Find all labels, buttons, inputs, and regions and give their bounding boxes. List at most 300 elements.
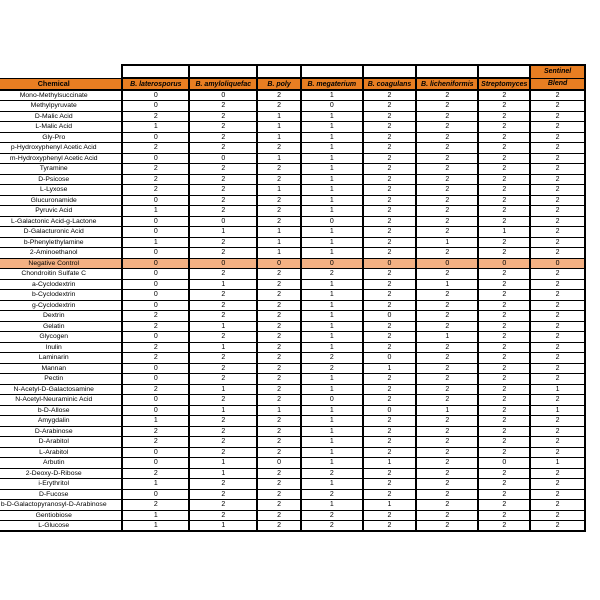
value-cell: 1	[416, 237, 478, 248]
value-cell: 2	[530, 185, 585, 196]
value-cell: 2	[416, 122, 478, 133]
value-cell: 1	[189, 458, 257, 469]
value-cell: 2	[257, 395, 300, 406]
value-cell: 0	[530, 258, 585, 269]
value-cell: 0	[122, 227, 189, 238]
value-cell: 2	[363, 332, 416, 343]
value-cell: 1	[416, 332, 478, 343]
chemical-name-cell: Mono-Methylsuccinate	[0, 90, 122, 101]
value-cell: 2	[416, 227, 478, 238]
table-row	[0, 311, 585, 322]
value-cell: 2	[363, 237, 416, 248]
value-cell: 2	[478, 353, 530, 364]
table-row	[0, 111, 585, 122]
value-cell: 0	[122, 90, 189, 101]
value-cell: 0	[122, 447, 189, 458]
value-cell: 2	[478, 153, 530, 164]
value-cell: 1	[301, 237, 363, 248]
table-row	[0, 237, 585, 248]
value-cell: 2	[257, 279, 300, 290]
value-cell: 2	[478, 479, 530, 490]
value-cell: 2	[257, 311, 300, 322]
chemical-name-cell: 2-Aminoethanol	[0, 248, 122, 259]
value-cell: 2	[363, 395, 416, 406]
value-cell: 2	[189, 447, 257, 458]
value-cell: 2	[363, 290, 416, 301]
value-cell: 2	[416, 384, 478, 395]
value-cell: 2	[530, 489, 585, 500]
value-cell: 1	[301, 185, 363, 196]
chemical-sensitivity-table	[0, 64, 586, 532]
value-cell: 2	[189, 164, 257, 175]
value-cell: 2	[478, 437, 530, 448]
value-cell: 2	[478, 447, 530, 458]
value-cell: 2	[257, 426, 300, 437]
value-cell: 2	[189, 248, 257, 259]
value-cell: 1	[257, 132, 300, 143]
value-cell: 1	[301, 153, 363, 164]
table-row	[0, 248, 585, 259]
chemical-name-cell: b-D-Galactopyranosyl-D-Arabinose	[0, 500, 122, 511]
value-cell: 1	[301, 332, 363, 343]
value-cell: 2	[189, 101, 257, 112]
value-cell: 2	[478, 195, 530, 206]
value-cell: 0	[122, 195, 189, 206]
value-cell: 1	[122, 479, 189, 490]
column-header-row	[0, 78, 585, 90]
value-cell: 2	[257, 290, 300, 301]
value-cell: 2	[363, 227, 416, 238]
value-cell: 2	[530, 111, 585, 122]
value-cell: 2	[416, 500, 478, 511]
value-cell: 2	[478, 90, 530, 101]
value-cell: 2	[189, 195, 257, 206]
chemical-name-cell: L-Glucose	[0, 521, 122, 532]
value-cell: 2	[530, 164, 585, 175]
value-cell: 1	[416, 405, 478, 416]
value-cell: 2	[301, 353, 363, 364]
value-cell: 1	[301, 143, 363, 154]
value-cell: 1	[301, 248, 363, 259]
value-cell: 2	[301, 363, 363, 374]
value-cell: 2	[189, 479, 257, 490]
table-row	[0, 206, 585, 217]
top-empty-cell	[122, 65, 189, 78]
value-cell: 1	[301, 164, 363, 175]
value-cell: 2	[363, 132, 416, 143]
value-cell: 2	[530, 206, 585, 217]
value-cell: 1	[301, 500, 363, 511]
value-cell: 2	[530, 237, 585, 248]
value-cell: 2	[363, 195, 416, 206]
value-cell: 2	[257, 143, 300, 154]
value-cell: 1	[301, 342, 363, 353]
value-cell: 0	[122, 132, 189, 143]
value-cell: 2	[416, 510, 478, 521]
chemical-name-cell: L-Arabitol	[0, 447, 122, 458]
table-row	[0, 321, 585, 332]
value-cell: 2	[363, 321, 416, 332]
chemical-name-cell: Inulin	[0, 342, 122, 353]
value-cell: 2	[257, 216, 300, 227]
column-header-sentinel-blend: Blend	[530, 78, 585, 90]
value-cell: 1	[301, 405, 363, 416]
value-cell: 2	[416, 153, 478, 164]
value-cell: 2	[363, 479, 416, 490]
value-cell: 0	[122, 332, 189, 343]
chemical-name-cell: L-Malic Acid	[0, 122, 122, 133]
value-cell: 2	[416, 90, 478, 101]
column-header-species: B. laterosporus	[122, 78, 189, 90]
value-cell: 2	[478, 363, 530, 374]
value-cell: 2	[122, 164, 189, 175]
value-cell: 2	[530, 437, 585, 448]
chemical-name-cell: p-Hydroxyphenyl Acetic Acid	[0, 143, 122, 154]
chemical-name-cell: Chondroitin Sulfate C	[0, 269, 122, 280]
value-cell: 2	[122, 342, 189, 353]
value-cell: 0	[301, 216, 363, 227]
value-cell: 2	[363, 153, 416, 164]
value-cell: 2	[189, 374, 257, 385]
table-row	[0, 300, 585, 311]
value-cell: 2	[416, 185, 478, 196]
value-cell: 2	[478, 374, 530, 385]
value-cell: 2	[257, 468, 300, 479]
table-row	[0, 426, 585, 437]
value-cell: 2	[530, 468, 585, 479]
value-cell: 2	[257, 479, 300, 490]
value-cell: 2	[363, 216, 416, 227]
table-row	[0, 353, 585, 364]
value-cell: 2	[416, 132, 478, 143]
column-header-chemical: Chemical	[0, 78, 122, 90]
value-cell: 2	[363, 248, 416, 259]
value-cell: 2	[363, 174, 416, 185]
table-row	[0, 132, 585, 143]
value-cell: 1	[301, 384, 363, 395]
value-cell: 1	[301, 290, 363, 301]
value-cell: 2	[530, 279, 585, 290]
chemical-name-cell: D-Galacturonic Acid	[0, 227, 122, 238]
table-row	[0, 143, 585, 154]
value-cell: 1	[189, 405, 257, 416]
value-cell: 2	[478, 405, 530, 416]
value-cell: 2	[257, 101, 300, 112]
value-cell: 2	[416, 458, 478, 469]
value-cell: 2	[122, 311, 189, 322]
value-cell: 1	[257, 185, 300, 196]
value-cell: 2	[363, 426, 416, 437]
chemical-name-cell: b-Phenylethylamine	[0, 237, 122, 248]
value-cell: 2	[189, 111, 257, 122]
value-cell: 1	[257, 405, 300, 416]
value-cell: 2	[478, 290, 530, 301]
value-cell: 1	[530, 458, 585, 469]
value-cell: 1	[301, 426, 363, 437]
value-cell: 1	[122, 521, 189, 532]
value-cell: 2	[530, 174, 585, 185]
value-cell: 1	[478, 227, 530, 238]
table-header	[0, 65, 585, 90]
chemical-name-cell: Amygdalin	[0, 416, 122, 427]
value-cell: 2	[478, 416, 530, 427]
value-cell: 2	[478, 185, 530, 196]
value-cell: 1	[301, 132, 363, 143]
value-cell: 2	[530, 90, 585, 101]
chemical-name-cell: Methylpyruvate	[0, 101, 122, 112]
value-cell: 2	[478, 132, 530, 143]
value-cell: 2	[122, 185, 189, 196]
value-cell: 2	[530, 521, 585, 532]
value-cell: 2	[416, 363, 478, 374]
table-row	[0, 290, 585, 301]
value-cell: 2	[363, 447, 416, 458]
chemical-name-cell: N-Acetyl-Neuraminic Acid	[0, 395, 122, 406]
value-cell: 0	[122, 300, 189, 311]
chemical-name-cell: N-Acetyl-D-Galactosamine	[0, 384, 122, 395]
value-cell: 1	[301, 300, 363, 311]
value-cell: 2	[530, 447, 585, 458]
value-cell: 1	[257, 153, 300, 164]
value-cell: 2	[257, 489, 300, 500]
value-cell: 1	[363, 500, 416, 511]
value-cell: 2	[530, 321, 585, 332]
value-cell: 2	[478, 342, 530, 353]
chemical-name-cell: b-D-Allose	[0, 405, 122, 416]
value-cell: 2	[478, 395, 530, 406]
value-cell: 1	[189, 342, 257, 353]
value-cell: 2	[530, 269, 585, 280]
value-cell: 2	[257, 164, 300, 175]
chemical-name-cell: D-Fucose	[0, 489, 122, 500]
value-cell: 1	[122, 510, 189, 521]
value-cell: 2	[363, 416, 416, 427]
table-row	[0, 395, 585, 406]
chemical-name-cell: g-Cyclodextrin	[0, 300, 122, 311]
value-cell: 2	[363, 342, 416, 353]
table-row	[0, 227, 585, 238]
value-cell: 2	[416, 290, 478, 301]
value-cell: 0	[122, 153, 189, 164]
value-cell: 2	[363, 90, 416, 101]
value-cell: 2	[478, 500, 530, 511]
value-cell: 0	[301, 395, 363, 406]
value-cell: 2	[257, 447, 300, 458]
value-cell: 0	[122, 279, 189, 290]
chemical-name-cell: Glycogen	[0, 332, 122, 343]
table-row	[0, 384, 585, 395]
table-row	[0, 489, 585, 500]
value-cell: 2	[257, 437, 300, 448]
value-cell: 1	[301, 479, 363, 490]
table-row	[0, 153, 585, 164]
value-cell: 2	[530, 195, 585, 206]
value-cell: 2	[122, 174, 189, 185]
value-cell: 0	[122, 458, 189, 469]
value-cell: 0	[478, 258, 530, 269]
value-cell: 1	[363, 458, 416, 469]
value-cell: 2	[189, 395, 257, 406]
value-cell: 1	[122, 416, 189, 427]
value-cell: 2	[478, 164, 530, 175]
value-cell: 2	[257, 195, 300, 206]
value-cell: 2	[363, 164, 416, 175]
value-cell: 2	[530, 500, 585, 511]
value-cell: 2	[416, 416, 478, 427]
chemical-name-cell: Tyramine	[0, 164, 122, 175]
value-cell: 2	[122, 321, 189, 332]
value-cell: 1	[189, 279, 257, 290]
value-cell: 2	[478, 269, 530, 280]
value-cell: 1	[122, 122, 189, 133]
value-cell: 2	[257, 363, 300, 374]
value-cell: 2	[416, 206, 478, 217]
value-cell: 2	[478, 206, 530, 217]
table-body	[0, 90, 585, 531]
value-cell: 2	[189, 353, 257, 364]
value-cell: 2	[122, 426, 189, 437]
value-cell: 0	[122, 489, 189, 500]
value-cell: 2	[530, 227, 585, 238]
value-cell: 1	[301, 311, 363, 322]
value-cell: 2	[301, 269, 363, 280]
table-row	[0, 374, 585, 385]
value-cell: 2	[530, 216, 585, 227]
value-cell: 2	[122, 468, 189, 479]
column-header-species: B. poly	[257, 78, 300, 90]
value-cell: 2	[478, 521, 530, 532]
value-cell: 2	[189, 363, 257, 374]
value-cell: 2	[189, 416, 257, 427]
value-cell: 1	[189, 468, 257, 479]
value-cell: 2	[189, 174, 257, 185]
chemical-name-cell: D-Arabinose	[0, 426, 122, 437]
top-row	[0, 65, 585, 78]
value-cell: 2	[530, 290, 585, 301]
value-cell: 1	[416, 279, 478, 290]
value-cell: 2	[189, 426, 257, 437]
value-cell: 2	[416, 269, 478, 280]
value-cell: 1	[301, 374, 363, 385]
table-row	[0, 101, 585, 112]
table-row	[0, 342, 585, 353]
value-cell: 2	[257, 353, 300, 364]
table-row	[0, 279, 585, 290]
value-cell: 2	[301, 510, 363, 521]
table-row	[0, 500, 585, 511]
value-cell: 2	[416, 479, 478, 490]
value-cell: 2	[530, 353, 585, 364]
chemical-name-cell: Dextrin	[0, 311, 122, 322]
value-cell: 1	[301, 174, 363, 185]
chemical-name-cell: a-Cyclodextrin	[0, 279, 122, 290]
chemical-name-cell: Gentiobiose	[0, 510, 122, 521]
value-cell: 0	[257, 258, 300, 269]
value-cell: 2	[189, 489, 257, 500]
value-cell: 1	[122, 206, 189, 217]
value-cell: 2	[257, 342, 300, 353]
value-cell: 2	[189, 185, 257, 196]
value-cell: 2	[530, 248, 585, 259]
chemical-name-cell: D-Psicose	[0, 174, 122, 185]
value-cell: 2	[363, 279, 416, 290]
value-cell: 1	[257, 227, 300, 238]
sentinel-top-cell: Sentinel	[530, 65, 585, 78]
top-empty-cell	[189, 65, 257, 78]
value-cell: 2	[363, 521, 416, 532]
value-cell: 1	[189, 227, 257, 238]
chemical-name-cell: Negative Control	[0, 258, 122, 269]
chemical-name-cell: D-Malic Acid	[0, 111, 122, 122]
value-cell: 2	[416, 426, 478, 437]
value-cell: 2	[122, 111, 189, 122]
value-cell: 2	[478, 468, 530, 479]
value-cell: 2	[530, 510, 585, 521]
value-cell: 1	[257, 122, 300, 133]
table-row	[0, 437, 585, 448]
table-row	[0, 447, 585, 458]
value-cell: 2	[363, 468, 416, 479]
value-cell: 2	[189, 437, 257, 448]
value-cell: 1	[301, 122, 363, 133]
value-cell: 2	[530, 426, 585, 437]
table-row	[0, 521, 585, 532]
value-cell: 2	[416, 164, 478, 175]
table-row	[0, 90, 585, 101]
value-cell: 0	[122, 374, 189, 385]
value-cell: 2	[257, 90, 300, 101]
value-cell: 2	[416, 342, 478, 353]
table-row	[0, 195, 585, 206]
value-cell: 2	[478, 384, 530, 395]
chemical-name-cell: L-Galactonic Acid-g-Lactone	[0, 216, 122, 227]
value-cell: 2	[478, 510, 530, 521]
value-cell: 0	[122, 258, 189, 269]
value-cell: 2	[530, 132, 585, 143]
value-cell: 2	[478, 489, 530, 500]
value-cell: 2	[363, 206, 416, 217]
value-cell: 0	[122, 248, 189, 259]
value-cell: 2	[363, 122, 416, 133]
value-cell: 2	[189, 300, 257, 311]
value-cell: 0	[301, 258, 363, 269]
value-cell: 2	[416, 311, 478, 322]
value-cell: 2	[189, 311, 257, 322]
column-header-species: B. licheniformis	[416, 78, 478, 90]
value-cell: 2	[530, 332, 585, 343]
value-cell: 1	[122, 237, 189, 248]
top-empty-cell	[257, 65, 300, 78]
value-cell: 2	[416, 143, 478, 154]
value-cell: 2	[530, 122, 585, 133]
value-cell: 0	[189, 90, 257, 101]
value-cell: 1	[363, 363, 416, 374]
column-header-species: B. megaterium	[301, 78, 363, 90]
value-cell: 2	[189, 500, 257, 511]
value-cell: 2	[478, 248, 530, 259]
value-cell: 0	[122, 269, 189, 280]
value-cell: 2	[301, 489, 363, 500]
value-cell: 2	[189, 237, 257, 248]
value-cell: 0	[363, 258, 416, 269]
value-cell: 0	[478, 458, 530, 469]
value-cell: 2	[257, 374, 300, 385]
chemical-name-cell: Laminarin	[0, 353, 122, 364]
top-empty-cell	[478, 65, 530, 78]
value-cell: 2	[478, 143, 530, 154]
value-cell: 2	[530, 153, 585, 164]
value-cell: 2	[257, 174, 300, 185]
